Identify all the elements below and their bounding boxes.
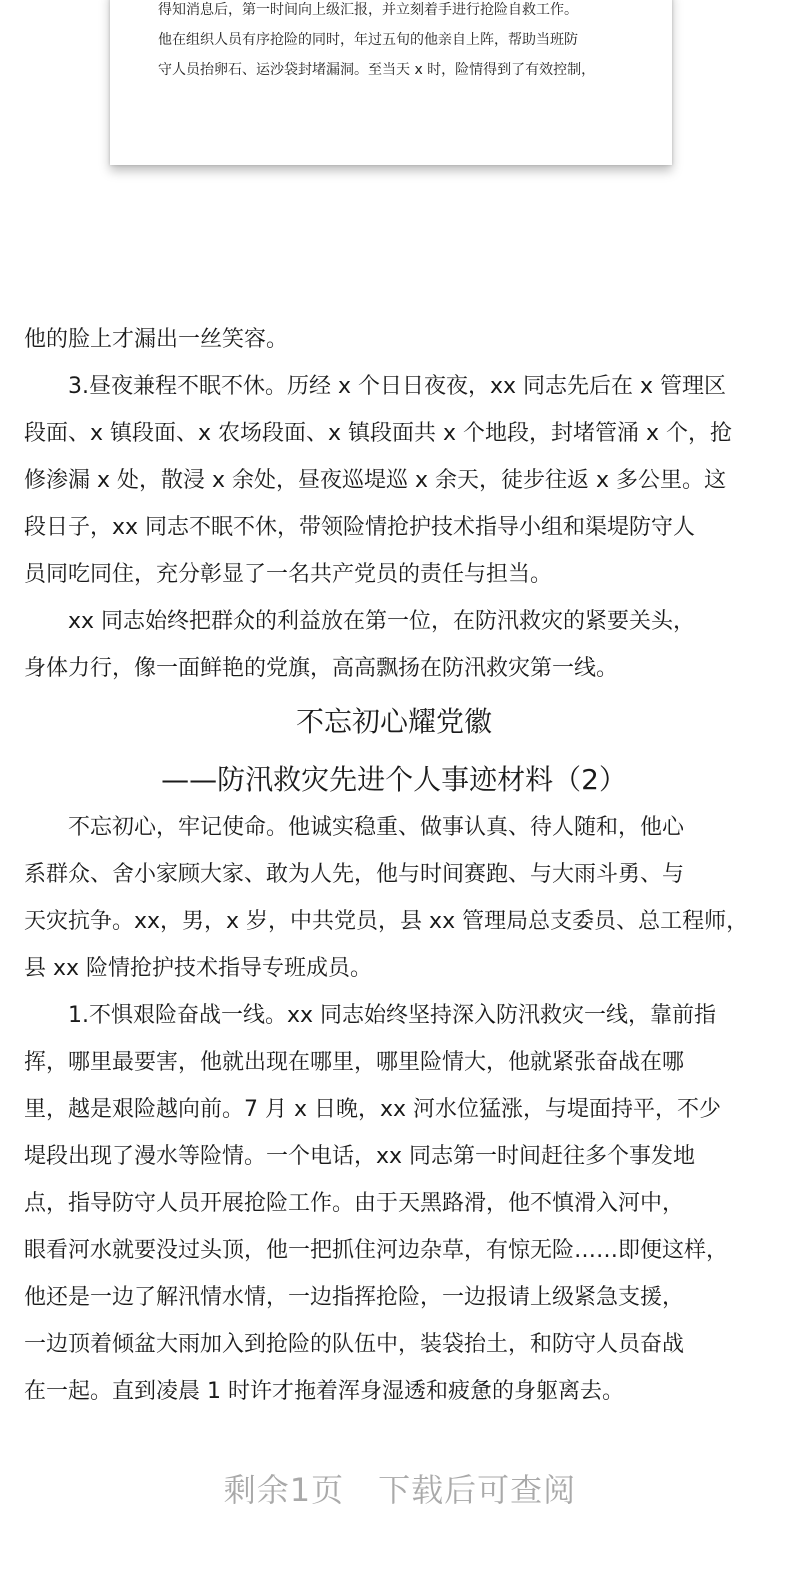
paragraph-line: xx 同志始终把群众的利益放在第一位，在防汛救灾的紧要关头， <box>24 609 696 634</box>
paragraph-line: 他的脸上才漏出一丝笑容。 <box>24 327 289 352</box>
paragraph-line: 一边顶着倾盆大雨加入到抢险的队伍中，装袋抬土，和防守人员奋战 <box>24 1332 685 1357</box>
article-subtitle: ——防汛救灾先进个人事迹材料（2） <box>161 763 627 796</box>
preview-line: 他在组织人员有序抢险的同时，年过五旬的他亲自上阵，帮助当班防 <box>158 32 578 48</box>
paragraph-line: 身体力行，像一面鲜艳的党旗，高高飘扬在防汛救灾第一线。 <box>24 656 619 681</box>
paragraph-line: 他还是一边了解汛情水情，一边指挥抢险，一边报请上级紧急支援， <box>24 1285 685 1310</box>
download-to-read-text: 下载后可查阅 <box>378 1471 577 1509</box>
preview-line: 得知消息后，第一时间向上级汇报，并立刻着手进行抢险自救工作。 <box>158 2 578 18</box>
paragraph-line: 县 xx 险情抢护技术指导专班成员。 <box>24 956 373 981</box>
paragraph-line: 段日子，xx 同志不眠不休，带领险情抢护技术指导小组和渠堤防守人 <box>24 515 696 540</box>
paragraph-line: 员同吃同住，充分彰显了一名共产党员的责任与担当。 <box>24 562 553 587</box>
paragraph-line: 段面、x 镇段面、x 农场段面、x 镇段面共 x 个地段，封堵管涌 x 个，抢 <box>24 421 733 446</box>
paragraph-line: 天灾抗争。xx，男，x 岁，中共党员，县 xx 管理局总支委员、总工程师， <box>24 909 749 934</box>
paragraph-line: 挥，哪里最要害，他就出现在哪里，哪里险情大，他就紧张奋战在哪 <box>24 1050 685 1075</box>
paragraph-line: 眼看河水就要没过头顶，他一把抓住河边杂草，有惊无险……即便这样， <box>24 1238 729 1263</box>
paragraph-line: 在一起。直到凌晨 1 时许才拖着浑身湿透和疲惫的身躯离去。 <box>24 1379 624 1404</box>
paragraph-line: 修渗漏 x 处，散浸 x 余处，昼夜巡堤巡 x 余天，徒步往返 x 多公里。这 <box>24 468 727 493</box>
paragraph-line: 点，指导防守人员开展抢险工作。由于天黑路滑，他不慎滑入河中， <box>24 1191 685 1216</box>
paragraph-line: 里，越是艰险越向前。7 月 x 日晚，xx 河水位猛涨，与堤面持平，不少 <box>24 1097 722 1122</box>
paragraph-line: 1.不惧艰险奋战一线。xx 同志始终坚持深入防汛救灾一线，靠前指 <box>24 1003 717 1028</box>
paragraph-line: 不忘初心，牢记使命。他诚实稳重、做事认真、待人随和，他心 <box>24 815 685 840</box>
paragraph-line: 3.昼夜兼程不眠不休。历经 x 个日日夜夜，xx 同志先后在 x 管理区 <box>24 374 727 399</box>
preview-page-card <box>110 0 672 165</box>
download-prompt[interactable] <box>0 1466 800 1514</box>
paragraph-line: 系群众、舍小家顾大家、敢为人先，他与时间赛跑、与大雨斗勇、与 <box>24 862 685 887</box>
remaining-pages-text: 剩余1页 <box>223 1471 345 1509</box>
preview-line: 守人员抬卵石、运沙袋封堵漏洞。至当天 x 时，险情得到了有效控制， <box>158 62 596 78</box>
article-title: 不忘初心耀党徽 <box>295 705 492 738</box>
paragraph-line: 堤段出现了漫水等险情。一个电话，xx 同志第一时间赶往多个事发地 <box>24 1144 696 1169</box>
